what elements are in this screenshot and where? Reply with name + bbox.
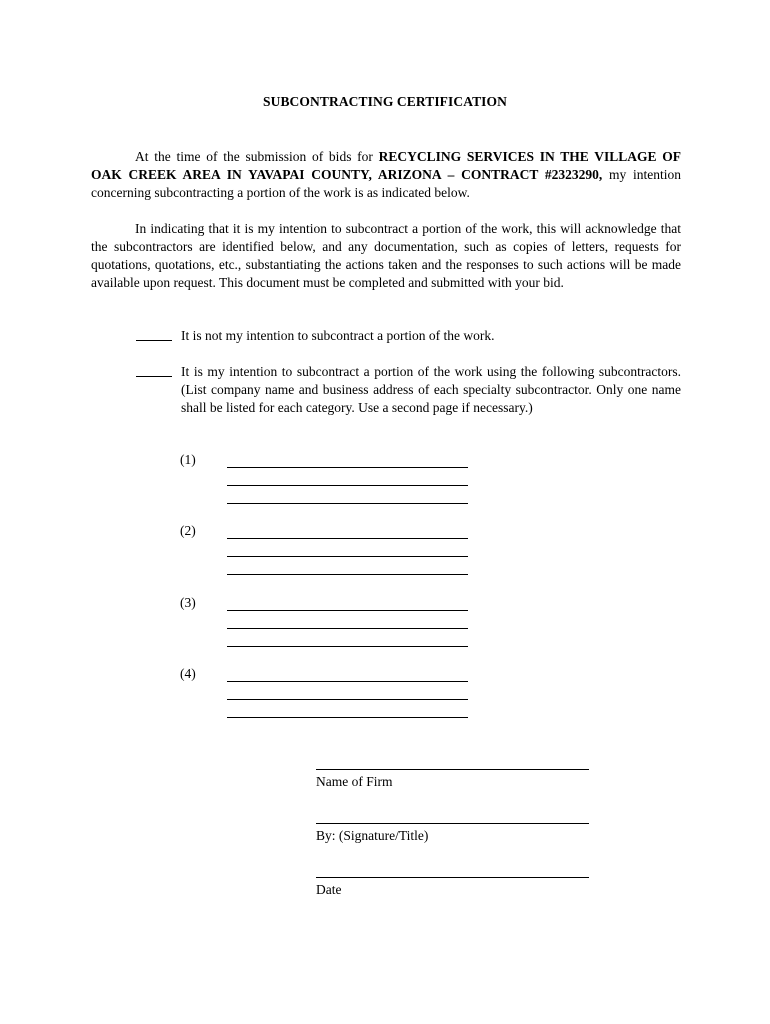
date-line[interactable] <box>316 877 589 878</box>
date-block <box>316 877 589 898</box>
entry-line[interactable] <box>227 646 468 647</box>
entry-number: (2) <box>180 523 196 538</box>
entry-line[interactable] <box>227 467 468 468</box>
firm-name-block <box>316 769 589 790</box>
entry-line[interactable] <box>227 681 468 682</box>
firm-name-line[interactable] <box>316 769 589 770</box>
option-subcontract-blank[interactable] <box>136 376 172 377</box>
contract-name: RECYCLING SERVICES IN THE VILLAGE OF OAK CREEK AREA IN YAVAPAI COUNTY, ARIZONA – CONTRACT #2323290, <box>91 149 681 182</box>
entry-line[interactable] <box>227 699 468 700</box>
firm-name-label: Name of Firm <box>316 774 393 789</box>
option-no-subcontract-text: It is not my intention to subcontract a portion of the work. <box>181 328 495 343</box>
entry-line[interactable] <box>227 556 468 557</box>
entry-number: (4) <box>180 666 196 681</box>
entry-line[interactable] <box>227 485 468 486</box>
acknowledgement-paragraph <box>91 220 681 292</box>
entry-line[interactable] <box>227 538 468 539</box>
intro-lead: At the time of the submission of bids for <box>135 149 379 164</box>
intro-tail: my intention concerning subcontracting a portion of the work is as indicated below. <box>91 167 681 200</box>
entry-line[interactable] <box>227 628 468 629</box>
page-title: SUBCONTRACTING CERTIFICATION <box>263 94 507 109</box>
acknowledgement-text: In indicating that it is my intention to subcontract a portion of the work, this will acknowledge that the subcontractors are identified below, and any documentation, such as copies of letters, requests for quotations, quotations, etc., substantiating the actions taken and the responses to such actions will be made available upon request. This document must be completed and submitted with your bid. <box>91 221 681 290</box>
intro-paragraph <box>91 148 681 202</box>
entry-line[interactable] <box>227 503 468 504</box>
option-subcontract-text: It is my intention to subcontract a portion of the work using the following subcontractors. (List company name and business address of each specialty subcontractor. Only one name shall be listed for each category. Use a second page if necessary.) <box>181 364 681 415</box>
entry-line[interactable] <box>227 574 468 575</box>
signature-line[interactable] <box>316 823 589 824</box>
entry-line[interactable] <box>227 717 468 718</box>
entry-line[interactable] <box>227 610 468 611</box>
date-label: Date <box>316 882 342 897</box>
entry-number: (3) <box>180 595 196 610</box>
entry-number: (1) <box>180 452 196 467</box>
signature-label: By: (Signature/Title) <box>316 828 429 843</box>
option-no-subcontract-blank[interactable] <box>136 340 172 341</box>
signature-block <box>316 823 589 844</box>
